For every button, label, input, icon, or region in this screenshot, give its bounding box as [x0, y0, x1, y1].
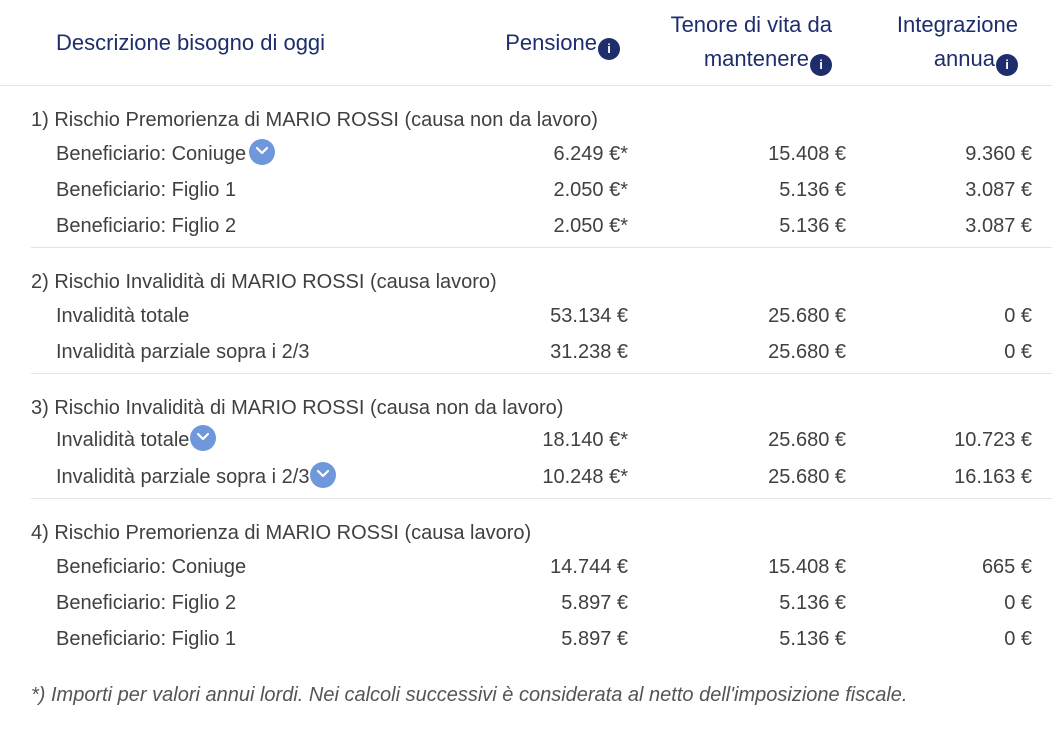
integration-value: 0 € — [1004, 592, 1032, 614]
standard-value: 15.408 € — [768, 143, 846, 165]
table-row — [0, 208, 1052, 244]
integration-value: 0 € — [1004, 341, 1032, 363]
section-title: 3) Rischio Invalidità di MARIO ROSSI (causa non da lavoro) — [31, 397, 564, 419]
pension-value: 31.238 € — [550, 341, 628, 363]
header-standard-of-living: Tenore di vita da mantenere i — [671, 8, 832, 76]
pension-value: 5.897 € — [561, 628, 628, 650]
standard-value: 25.680 € — [768, 341, 846, 363]
table-row — [0, 298, 1052, 334]
table-row — [0, 621, 1052, 657]
footnote: *) Importi per valori annui lordi. Nei calcoli successivi è considerata al netto dell'imposizione fiscale. — [31, 684, 908, 706]
chevron-down-icon[interactable] — [310, 462, 336, 488]
header-integration: Integrazione annua i — [897, 8, 1018, 76]
standard-value: 25.680 € — [768, 466, 846, 488]
standard-value: 5.136 € — [779, 179, 846, 201]
row-label: Beneficiario: Coniuge — [56, 556, 247, 578]
integration-value: 0 € — [1004, 305, 1032, 327]
info-icon[interactable]: i — [810, 54, 832, 76]
row-label: Invalidità parziale sopra i 2/3 — [56, 466, 310, 488]
info-icon[interactable]: i — [598, 38, 620, 60]
section-title: 1) Rischio Premorienza di MARIO ROSSI (causa non da lavoro) — [31, 109, 598, 131]
section-title: 4) Rischio Premorienza di MARIO ROSSI (causa lavoro) — [31, 522, 532, 544]
chevron-down-icon[interactable] — [190, 425, 216, 451]
standard-value: 5.136 € — [779, 628, 846, 650]
row-label: Beneficiario: Figlio 1 — [56, 179, 237, 201]
row-label: Invalidità totale — [56, 305, 190, 327]
table-row — [0, 459, 1052, 495]
pension-value: 2.050 €* — [553, 215, 628, 237]
pension-value: 6.249 €* — [553, 143, 628, 165]
header-description: Descrizione bisogno di oggi — [56, 30, 326, 55]
row-label: Beneficiario: Figlio 1 — [56, 628, 237, 650]
section-divider — [31, 498, 1052, 499]
integration-value: 16.163 € — [954, 466, 1032, 488]
table-row — [0, 422, 1052, 458]
integration-value: 10.723 € — [954, 429, 1032, 451]
table-header — [0, 0, 1052, 86]
standard-value: 5.136 € — [779, 592, 846, 614]
section-divider — [31, 247, 1052, 248]
row-label: Beneficiario: Figlio 2 — [56, 215, 237, 237]
pension-value: 5.897 € — [561, 592, 628, 614]
integration-value: 0 € — [1004, 628, 1032, 650]
table-row — [0, 172, 1052, 208]
integration-value: 665 € — [981, 556, 1032, 578]
row-label: Beneficiario: Figlio 2 — [56, 592, 237, 614]
pension-value: 18.140 €* — [542, 429, 628, 451]
pension-value: 2.050 €* — [553, 179, 628, 201]
row-label: Invalidità parziale sopra i 2/3 — [56, 341, 310, 363]
standard-value: 15.408 € — [768, 556, 846, 578]
section-divider — [31, 373, 1052, 374]
integration-value: 3.087 € — [965, 179, 1032, 201]
pension-value: 53.134 € — [550, 305, 628, 327]
table-row — [0, 334, 1052, 370]
info-icon[interactable]: i — [996, 54, 1018, 76]
header-pension: Pensione i — [505, 26, 620, 60]
row-label: Beneficiario: Coniuge — [56, 143, 247, 165]
table-row — [0, 585, 1052, 621]
pension-value: 10.248 €* — [542, 466, 628, 488]
table-row — [0, 136, 1052, 172]
integration-value: 9.360 € — [965, 143, 1032, 165]
standard-value: 25.680 € — [768, 305, 846, 327]
row-label: Invalidità totale — [56, 429, 190, 451]
standard-value: 5.136 € — [779, 215, 846, 237]
standard-value: 25.680 € — [768, 429, 846, 451]
table-row — [0, 549, 1052, 585]
integration-value: 3.087 € — [965, 215, 1032, 237]
section-title: 2) Rischio Invalidità di MARIO ROSSI (causa lavoro) — [31, 271, 497, 293]
pension-value: 14.744 € — [550, 556, 628, 578]
chevron-down-icon[interactable] — [249, 139, 275, 165]
